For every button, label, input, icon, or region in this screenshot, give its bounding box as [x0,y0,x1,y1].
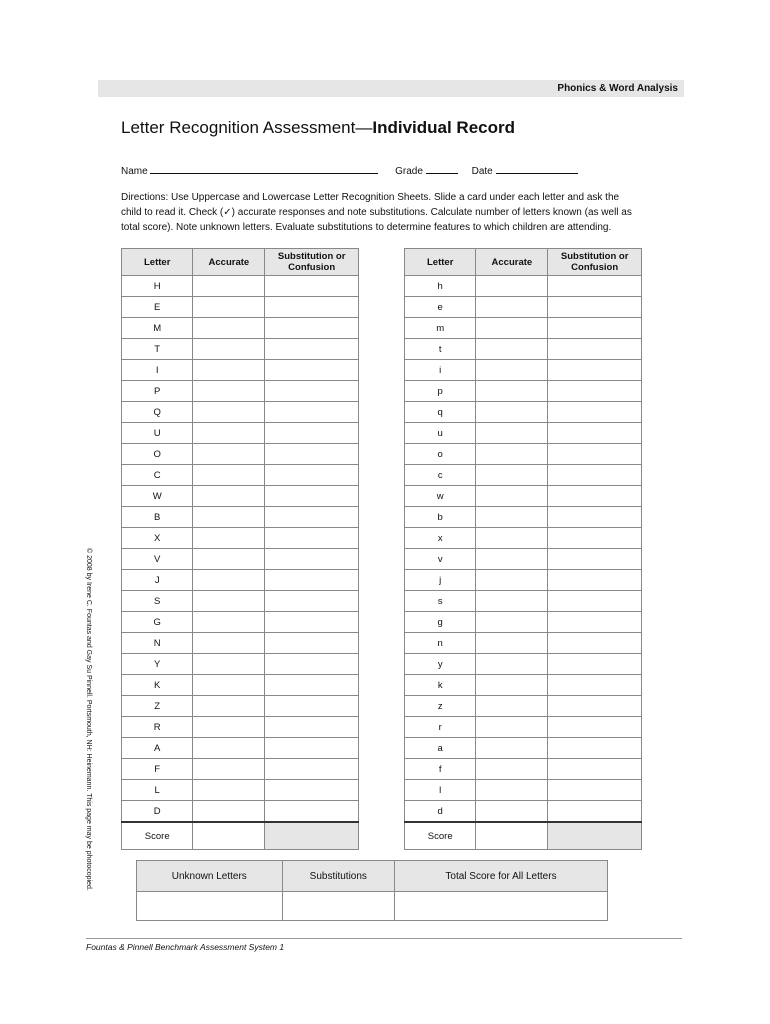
letter-cell: Q [122,402,193,423]
accurate-cell[interactable] [193,654,265,675]
score-shaded-cell [548,822,642,850]
lowercase-table [404,248,642,850]
letter-cell: q [405,402,476,423]
table-row [405,717,642,738]
accurate-cell[interactable] [476,612,548,633]
substitution-cell[interactable] [265,696,359,717]
accurate-cell[interactable] [476,318,548,339]
substitution-cell[interactable] [265,780,359,801]
letter-cell: X [122,528,193,549]
accurate-cell[interactable] [476,780,548,801]
substitution-cell[interactable] [548,570,642,591]
score-label: Score [405,822,476,850]
table-row [122,717,359,738]
accurate-cell[interactable] [476,738,548,759]
substitution-cell[interactable] [265,633,359,654]
substitution-cell[interactable] [265,402,359,423]
substitution-cell[interactable] [265,549,359,570]
letter-cell: M [122,318,193,339]
accurate-cell[interactable] [193,402,265,423]
table-row [122,381,359,402]
letter-cell: J [122,570,193,591]
letter-cell: S [122,591,193,612]
substitution-cell[interactable] [265,276,359,297]
substitution-cell[interactable] [265,801,359,823]
accurate-cell[interactable] [476,486,548,507]
letter-cell: W [122,486,193,507]
letter-cell: l [405,780,476,801]
letter-cell: o [405,444,476,465]
directions: Directions: Use Uppercase and Lowercase Letter Recognition Sheets. Slide a card under each letter and ask the child to read it. Check (✓) accurate responses and note substitutions. Calculate number of letters known (as well as total score). Note unknown letters. Evaluate substitutions to determine features to which children are attending. [121,192,632,233]
accurate-cell[interactable] [193,528,265,549]
substitution-cell[interactable] [548,717,642,738]
substitution-cell[interactable] [548,486,642,507]
letter-cell: U [122,423,193,444]
substitution-cell[interactable] [265,654,359,675]
letter-cell: D [122,801,193,823]
accurate-cell[interactable] [193,801,265,823]
table-row [405,465,642,486]
summary-table [136,860,608,921]
letter-cell: i [405,360,476,381]
letter-cell: T [122,339,193,360]
accurate-cell[interactable] [193,633,265,654]
table-row [122,654,359,675]
substitution-cell[interactable] [265,738,359,759]
accurate-cell[interactable] [476,570,548,591]
letter-cell: g [405,612,476,633]
form-fields [121,163,591,177]
accurate-cell[interactable] [476,297,548,318]
name-label: Name [121,166,148,177]
accurate-cell[interactable] [193,444,265,465]
footer-divider [86,938,682,939]
table-row [405,507,642,528]
copyright-note: © 2008 by Irene C. Fountas and Gay Su Pinnell. Portsmouth, NH: Heinemann. This page may be photocopied. [85,548,92,891]
substitution-cell[interactable] [548,633,642,654]
table-row [122,423,359,444]
table-row [122,612,359,633]
substitution-cell[interactable] [548,318,642,339]
substitution-cell[interactable] [265,360,359,381]
substitution-cell[interactable] [548,276,642,297]
table-row [122,738,359,759]
table-row [405,297,642,318]
table-row [405,654,642,675]
substitution-cell[interactable] [548,612,642,633]
table-row [122,486,359,507]
unknown-letters-cell[interactable] [137,892,283,921]
substitution-cell[interactable] [265,444,359,465]
table-row [405,276,642,297]
letter-cell: z [405,696,476,717]
table-row [122,801,359,823]
substitution-cell[interactable] [265,465,359,486]
table-row [405,570,642,591]
table-row [405,444,642,465]
substitution-cell[interactable] [265,507,359,528]
name-field[interactable] [150,163,378,174]
letter-cell: F [122,759,193,780]
accurate-cell[interactable] [193,381,265,402]
substitution-cell[interactable] [548,654,642,675]
letter-cell: Z [122,696,193,717]
substitution-cell[interactable] [265,318,359,339]
accurate-cell[interactable] [476,528,548,549]
table-row [405,339,642,360]
accurate-cell[interactable] [193,339,265,360]
letter-cell: V [122,549,193,570]
substitution-cell[interactable] [548,675,642,696]
letter-cell: E [122,297,193,318]
table-row [405,486,642,507]
substitution-cell[interactable] [265,486,359,507]
letter-cell: f [405,759,476,780]
table-row [405,423,642,444]
accurate-cell[interactable] [193,759,265,780]
substitution-cell[interactable] [265,339,359,360]
section-header: Phonics & Word Analysis [98,80,684,97]
substitution-cell[interactable] [265,297,359,318]
accurate-cell[interactable] [476,276,548,297]
letter-cell: h [405,276,476,297]
header-substitution: Substitution or Confusion [548,249,642,276]
letter-cell: A [122,738,193,759]
score-accurate-cell[interactable] [193,822,265,850]
accurate-cell[interactable] [476,654,548,675]
substitution-cell[interactable] [265,612,359,633]
substitution-cell[interactable] [548,591,642,612]
accurate-cell[interactable] [476,549,548,570]
substitution-cell[interactable] [265,759,359,780]
accurate-cell[interactable] [193,549,265,570]
letter-cell: m [405,318,476,339]
accurate-cell[interactable] [476,633,548,654]
substitution-cell[interactable] [548,549,642,570]
substitution-cell[interactable] [548,528,642,549]
table-row [405,612,642,633]
letter-cell: C [122,465,193,486]
accurate-cell[interactable] [476,801,548,823]
accurate-cell[interactable] [193,738,265,759]
accurate-cell[interactable] [476,759,548,780]
accurate-cell[interactable] [476,381,548,402]
accurate-cell[interactable] [476,465,548,486]
accurate-cell[interactable] [193,318,265,339]
substitution-cell[interactable] [548,507,642,528]
title-regular: Letter Recognition Assessment— [121,118,373,137]
accurate-cell[interactable] [476,696,548,717]
summary-substitutions-header: Substitutions [282,861,394,892]
table-row [405,696,642,717]
letter-cell: a [405,738,476,759]
table-row [405,633,642,654]
letter-cell: O [122,444,193,465]
table-row [405,381,642,402]
letter-cell: L [122,780,193,801]
substitution-cell[interactable] [265,528,359,549]
substitution-cell[interactable] [548,465,642,486]
score-row [122,822,359,850]
table-row [405,318,642,339]
table-row [122,591,359,612]
table-row [405,759,642,780]
table-row [122,444,359,465]
score-row [405,822,642,850]
substitution-cell[interactable] [548,423,642,444]
accurate-cell[interactable] [193,360,265,381]
table-row [405,801,642,823]
substitution-cell[interactable] [265,717,359,738]
accurate-cell[interactable] [476,402,548,423]
letter-cell: R [122,717,193,738]
accurate-cell[interactable] [193,423,265,444]
letter-cell: I [122,360,193,381]
header-substitution: Substitution or Confusion [265,249,359,276]
letter-cell: u [405,423,476,444]
accurate-cell[interactable] [193,591,265,612]
substitution-cell[interactable] [265,423,359,444]
title-bold: Individual Record [372,118,515,137]
letter-cell: b [405,507,476,528]
substitution-cell[interactable] [548,780,642,801]
accurate-cell[interactable] [476,591,548,612]
substitution-cell[interactable] [548,381,642,402]
header-accurate: Accurate [193,249,265,276]
accurate-cell[interactable] [476,360,548,381]
substitution-cell[interactable] [265,381,359,402]
accurate-cell[interactable] [193,780,265,801]
letter-cell: H [122,276,193,297]
letter-cell: e [405,297,476,318]
table-row [122,318,359,339]
substitution-cell[interactable] [548,738,642,759]
total-score-cell[interactable] [395,892,608,921]
accurate-cell[interactable] [476,339,548,360]
score-label: Score [122,822,193,850]
table-row [122,633,359,654]
accurate-cell[interactable] [193,486,265,507]
table-row [122,675,359,696]
accurate-cell[interactable] [476,675,548,696]
grade-label: Grade [395,166,423,177]
table-row [405,528,642,549]
substitution-cell[interactable] [548,297,642,318]
uppercase-table [121,248,359,850]
table-row [122,276,359,297]
header-letter: Letter [405,249,476,276]
table-row [122,507,359,528]
letter-cell: p [405,381,476,402]
date-label: Date [471,166,493,177]
letter-cell: B [122,507,193,528]
letter-cell: w [405,486,476,507]
substitutions-cell[interactable] [282,892,394,921]
table-row [405,675,642,696]
letter-cell: d [405,801,476,823]
accurate-cell[interactable] [193,696,265,717]
accurate-cell[interactable] [476,444,548,465]
accurate-cell[interactable] [476,423,548,444]
date-field[interactable] [496,163,578,174]
score-accurate-cell[interactable] [476,822,548,850]
substitution-cell[interactable] [548,759,642,780]
table-row [122,360,359,381]
letter-cell: Y [122,654,193,675]
table-row [405,780,642,801]
table-row [122,465,359,486]
summary-unknown-header: Unknown Letters [137,861,283,892]
table-row [405,549,642,570]
letter-cell: k [405,675,476,696]
footer-text: Fountas & Pinnell Benchmark Assessment System 1 [86,942,285,952]
accurate-cell[interactable] [193,675,265,696]
substitution-cell[interactable] [548,444,642,465]
grade-field[interactable] [426,163,458,174]
table-row [122,570,359,591]
letter-cell: n [405,633,476,654]
summary-total-header: Total Score for All Letters [395,861,608,892]
substitution-cell[interactable] [548,696,642,717]
substitution-cell[interactable] [548,402,642,423]
table-row [122,549,359,570]
accurate-cell[interactable] [193,276,265,297]
table-row [122,528,359,549]
table-row [122,780,359,801]
accurate-cell[interactable] [193,570,265,591]
header-letter: Letter [122,249,193,276]
substitution-cell[interactable] [265,591,359,612]
table-row [405,738,642,759]
table-row [405,360,642,381]
accurate-cell[interactable] [193,612,265,633]
accurate-cell[interactable] [193,297,265,318]
header-accurate: Accurate [476,249,548,276]
letter-cell: r [405,717,476,738]
score-shaded-cell [265,822,359,850]
substitution-cell[interactable] [548,339,642,360]
page-title [121,118,515,138]
table-row [405,402,642,423]
substitution-cell[interactable] [265,675,359,696]
letter-cell: K [122,675,193,696]
table-row [122,297,359,318]
substitution-cell[interactable] [548,360,642,381]
substitution-cell[interactable] [548,801,642,823]
letter-cell: x [405,528,476,549]
substitution-cell[interactable] [265,570,359,591]
letter-cell: v [405,549,476,570]
accurate-cell[interactable] [476,507,548,528]
table-row [122,696,359,717]
table-row [122,759,359,780]
letter-cell: y [405,654,476,675]
table-row [122,402,359,423]
letter-cell: P [122,381,193,402]
letter-cell: s [405,591,476,612]
table-row [122,339,359,360]
accurate-cell[interactable] [193,465,265,486]
letter-cell: t [405,339,476,360]
accurate-cell[interactable] [476,717,548,738]
letter-cell: G [122,612,193,633]
accurate-cell[interactable] [193,717,265,738]
table-row [405,591,642,612]
letter-cell: N [122,633,193,654]
accurate-cell[interactable] [193,507,265,528]
letter-cell: j [405,570,476,591]
letter-cell: c [405,465,476,486]
